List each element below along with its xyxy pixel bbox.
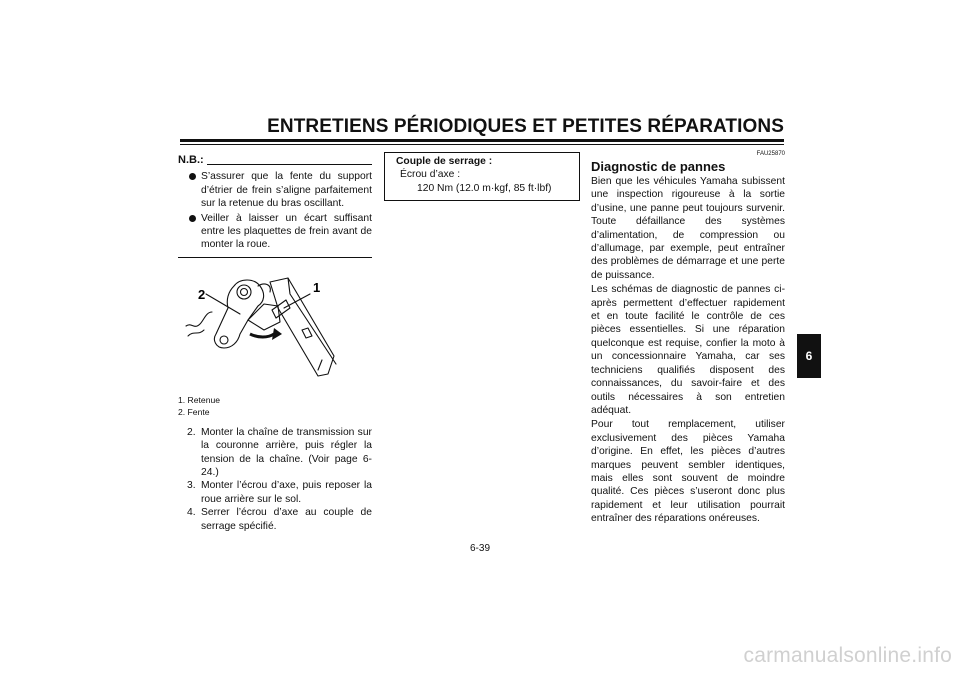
bullet-dot-icon: [189, 173, 196, 180]
section-title: Diagnostic de pannes: [591, 159, 726, 174]
callout-2: 2: [198, 286, 206, 302]
middle-column: [384, 152, 580, 201]
page-title: ENTRETIENS PÉRIODIQUES ET PETITES RÉPARATIONS: [267, 116, 784, 137]
right-column: [591, 152, 785, 526]
chapter-tab: 6: [797, 334, 821, 378]
caliper-bracket-drawing: [178, 264, 372, 384]
figure-captions: [178, 394, 372, 418]
procedure-steps: [178, 426, 372, 533]
bullet-dot-icon: [189, 215, 196, 222]
torque-spec-box: [384, 152, 580, 201]
caption-retainer: 1. Retenue: [178, 394, 221, 405]
diagnosis-paragraph: Les schémas de diagnostic de pannes ci-après permettent d’effectuer rapidement et en toute facilité le contrôle de ces pièces essentielles. Si une réparation quelconque est requise, confier la moto à un concessionnaire Yamaha, car ses techniciens qualifiés disposent des connaissances, du savoir-faire et des outils nécessaires à son entretien adéquat.: [591, 284, 785, 416]
step-item: 4. Serrer l’écrou d’axe au couple de serrage spécifié.: [187, 507, 372, 532]
diagnosis-paragraph: Bien que les véhicules Yamaha subissent une inspection rigoureuse à la sortie d’usine, une panne peut toujours survenir. Toute défaillance des systèmes d’alimentation, de compression ou d’allumage, par exemple, peut entraîner des problèmes de démarrage et une perte de puissance.: [591, 176, 785, 281]
header-rule-thin: [180, 144, 784, 145]
left-column: [178, 152, 372, 533]
page-number: 6-39: [469, 543, 490, 554]
diagnosis-paragraph: Pour tout remplacement, utiliser exclusivement des pièces Yamaha d’origine. En effet, les pièces d’autres marques peuvent sembler identiques, mais elles sont souvent de moindre qualité. Ces pièces s’useront donc plus rapidement et leur utilisation pourrait entraîner des réparations onéreuses.: [591, 419, 785, 525]
header-rule-thick: [180, 139, 784, 142]
torque-value: 120 Nm (12.0 m·kgf, 85 ft·lbf): [417, 182, 552, 194]
watermark: carmanualsonline.info: [743, 644, 952, 667]
caption-slot: 2. Fente: [178, 406, 210, 417]
note-bullet: S’assurer que la fente du support d’étrier de frein s’aligne parfaitement sur la retenue du bras oscillant.: [178, 170, 372, 210]
callout-1: 1: [313, 279, 321, 295]
caliper-bracket-illustration: [178, 264, 372, 384]
note-bullet: Veiller à laisser un écart suffisant entre les plaquettes de frein avant de monter la roue.: [178, 212, 372, 252]
note-bullets: [178, 170, 372, 251]
torque-item: Écrou d’axe :: [400, 169, 461, 181]
step-item: 2. Monter la chaîne de transmission sur la couronne arrière, puis régler la tension de la chaîne. (Voir page 6-24.): [187, 426, 372, 479]
note-end-rule: [178, 257, 372, 258]
note-label: N.B.:: [178, 154, 204, 166]
section-code: FAU25870: [756, 151, 785, 157]
step-item: 3. Monter l’écrou d’axe, puis reposer la roue arrière sur le sol.: [187, 480, 372, 505]
note-rule: [207, 164, 372, 165]
note-header: [178, 154, 372, 167]
torque-title: Couple de serrage :: [396, 156, 493, 167]
